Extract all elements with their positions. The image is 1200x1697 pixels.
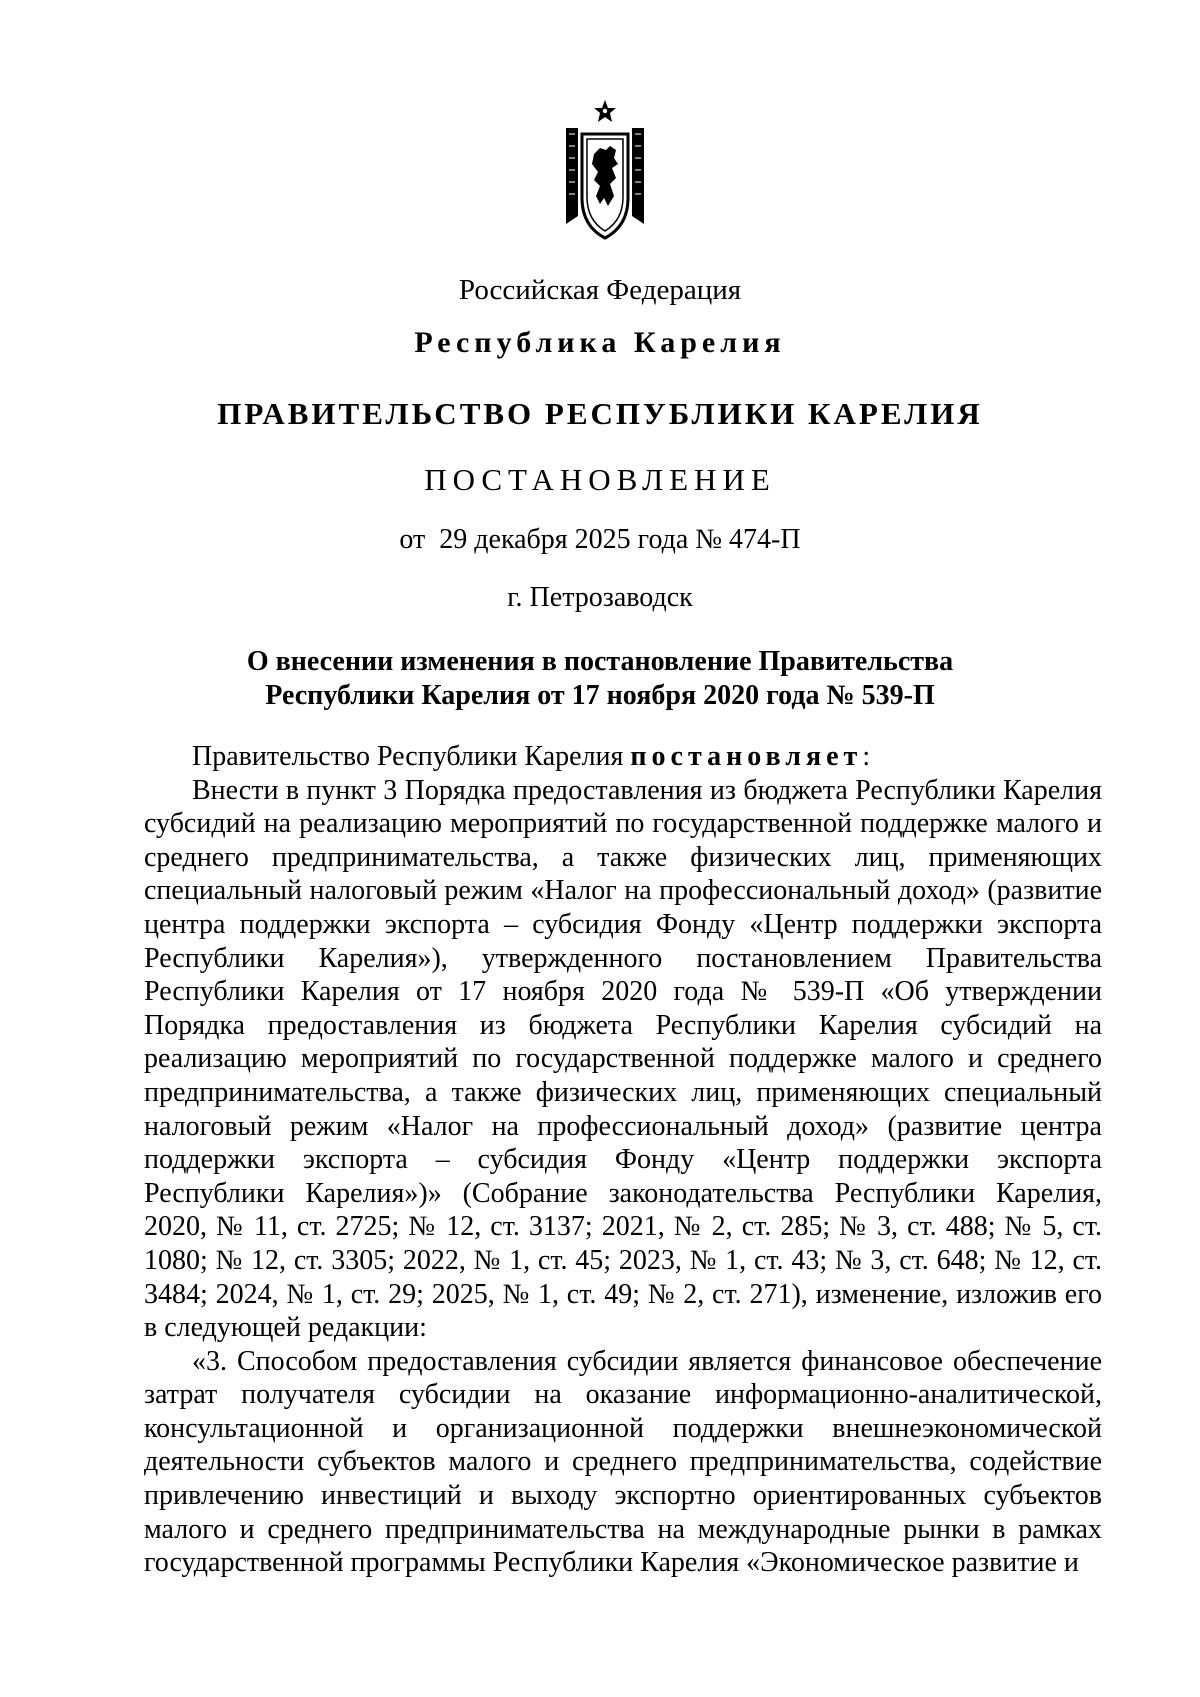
document-body — [144, 740, 1102, 1580]
resolution-paragraph-2: «3. Способом предоставления субсидии является финансовое обеспечение затрат получателя субсидии на оказание информационно-аналитической, консультационной и организационной поддержки внешнеэкономической деятельности субъектов малого и среднего предпринимательства, содействие привлечению инвестиций и выходу экспортно ориентированных субъектов малого и среднего предпринимательства на международные рынки в рамках государственной программы Республики Карелия «Экономическое развитие и — [144, 1345, 1102, 1579]
document-city: г. Петрозаводск — [507, 582, 693, 613]
document-title — [0, 645, 1200, 713]
preamble-keyword: постановляет — [630, 741, 863, 772]
document-title-line-1: О внесении изменения в постановление Правительства — [246, 646, 954, 677]
document-title-line-2: Республики Карелия от 17 ноября 2020 года № 539-П — [265, 680, 935, 711]
resolution-paragraph-1: Внести в пункт 3 Порядка предоставления из бюджета Республики Карелия субсидий на реализацию мероприятий по государственной поддержке малого и среднего предпринимательства, а также физических лиц, применяющих специальный налоговый режим «Налог на профессиональный доход» (развитие центра поддержки экспорта – субсидия Фонду «Центр поддержки экспорта Республики Карелия»), утвержденного постановлением Правительства Республики Карелия от 17 ноября 2020 года № 539-П «Об утверждении Порядка предоставления из бюджета Республики Карелия субсидий на реализацию мероприятий по государственной поддержке малого и среднего предпринимательства, а также физических лиц, применяющих специальный налоговый режим «Налог на профессиональный доход» (развитие центра поддержки экспорта – субсидия Фонду «Центр поддержки экспорта Республики Карелия»)» (Собрание законодательства Республики Карелия, 2020, № 11, ст. 2725; № 12, ст. 3137; 2021, № 2, ст. 285; № 3, ст. 488; № 5, ст. 1080; № 12, ст. 3305; 2022, № 1, ст. 45; 2023, № 1, ст. 43; № 3, ст. 648; № 12, ст. 3484; 2024, № 1, ст. 29; 2025, № 1, ст. 49; № 2, ст. 271), изменение, изложив его в следующей редакции: — [144, 774, 1102, 1344]
country-name: Российская Федерация — [458, 274, 742, 306]
preamble-suffix: : — [862, 741, 871, 772]
document-type: ПОСТАНОВЛЕНИЕ — [424, 462, 776, 497]
resolution-preamble — [144, 740, 1102, 774]
republic-name: Республика Карелия — [414, 326, 786, 359]
document-date-number: от 29 декабря 2025 года № 474-П — [399, 524, 801, 555]
government-name: ПРАВИТЕЛЬСТВО РЕСПУБЛИКИ КАРЕЛИЯ — [217, 396, 983, 431]
preamble-prefix: Правительство Республики Карелия — [192, 741, 631, 772]
karelia-coat-of-arms-icon — [560, 98, 650, 248]
